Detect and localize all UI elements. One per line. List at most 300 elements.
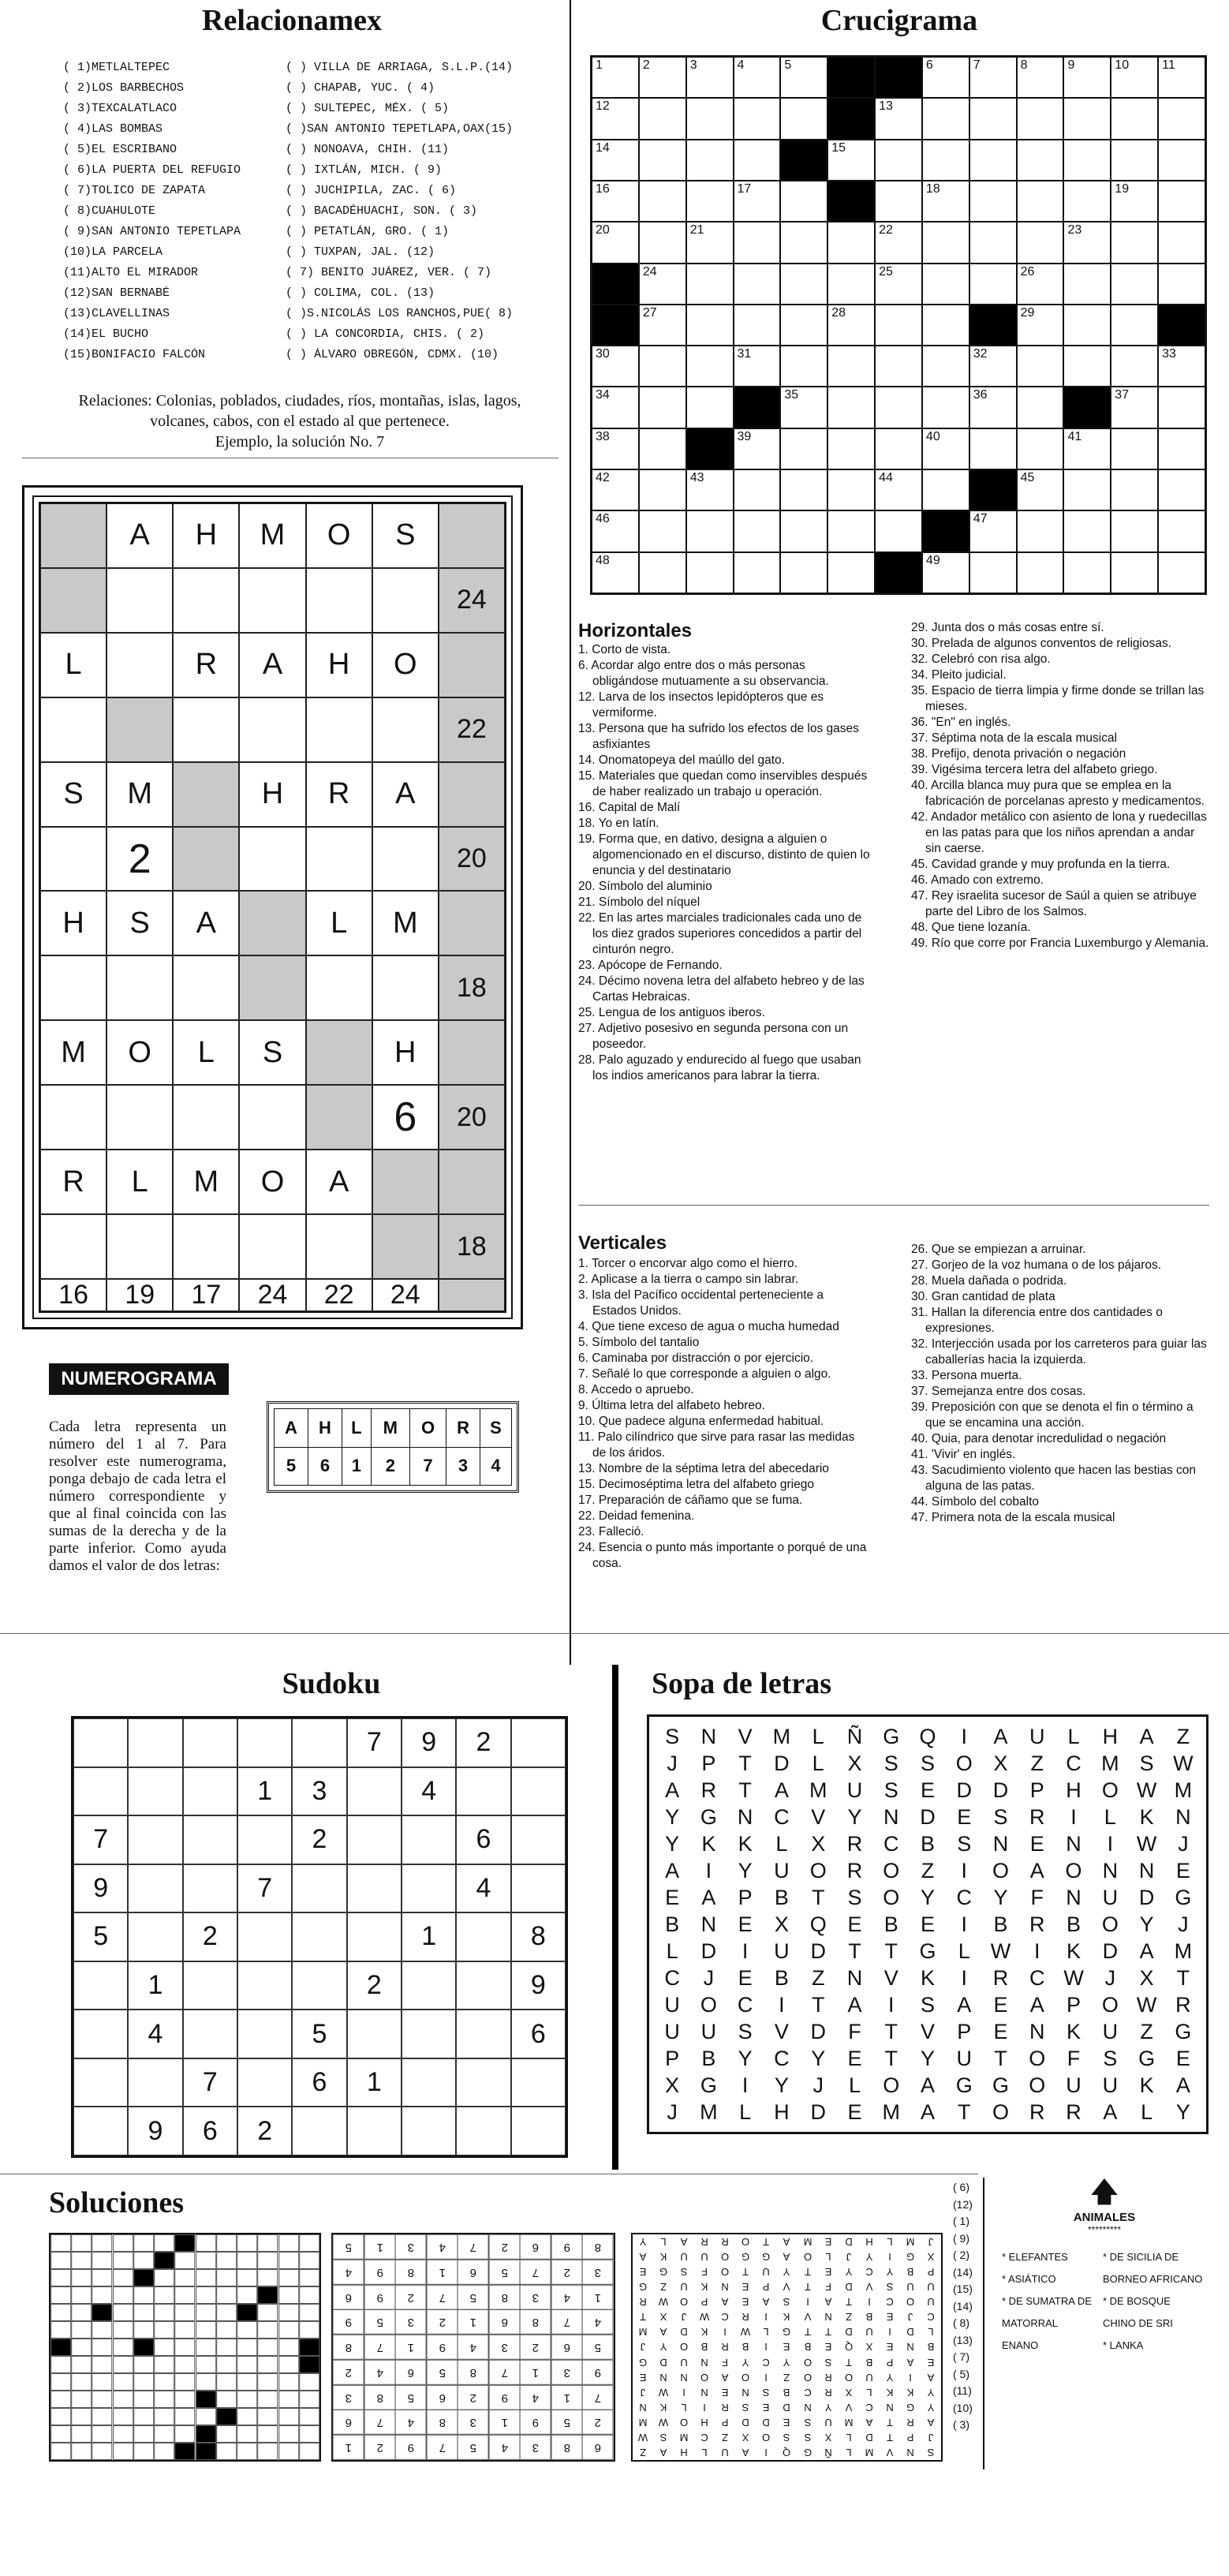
horizontal-clue: 23. Apócope de Fernando. bbox=[578, 959, 723, 972]
relacionamex-right: ( ) CHAPAB, YUC. ( 4) bbox=[286, 80, 435, 95]
vertical-clue: 39. Preposición con que se denota el fin o término a que se encamina una acción. bbox=[911, 1400, 1194, 1430]
crossword-black-cell bbox=[827, 181, 875, 222]
wordsearch-letter: R bbox=[1029, 1804, 1045, 1829]
sudoku-cell bbox=[183, 1718, 237, 1767]
wordsearch-letter: C bbox=[956, 1885, 972, 1909]
sudoku-cell bbox=[237, 1961, 292, 2010]
horizontal-clue: 48. Que tiene lozanía. bbox=[911, 921, 1031, 934]
crossword-clue-number: 33 bbox=[1162, 347, 1176, 361]
wordsearch-letter: C bbox=[774, 2046, 790, 2070]
solution-crossword-cell bbox=[196, 2391, 216, 2408]
solution-wordsearch-letter: C bbox=[865, 2401, 873, 2413]
sudoku-cell: 9 bbox=[73, 1864, 128, 1913]
numerograma-cell bbox=[40, 827, 106, 892]
wordsearch-letter: A bbox=[701, 1885, 716, 1909]
crossword-clue-number: 18 bbox=[925, 181, 940, 196]
wordsearch-letter: U bbox=[1066, 2073, 1081, 2097]
solution-crossword-cell bbox=[50, 2304, 71, 2321]
crossword-cell bbox=[780, 428, 827, 469]
wordsearch-letter: L bbox=[666, 1939, 678, 1963]
crossword-black-cell bbox=[827, 98, 875, 139]
crossword-cell bbox=[922, 305, 969, 346]
numerograma-cell: L bbox=[306, 891, 372, 955]
solution-crossword-cell bbox=[50, 2373, 71, 2391]
solution-crossword-cell bbox=[257, 2269, 278, 2286]
horizontal-clue: 19. Forma que, en dativo, designa a alguien o algomencionado en el discurso, distinto de quien lo enuncia y del destinatario bbox=[578, 832, 870, 877]
solution-crossword-cell bbox=[92, 2356, 112, 2373]
crossword-black-cell bbox=[875, 57, 922, 98]
wordsearch-letter: A bbox=[1029, 1992, 1044, 2017]
solution-crossword-cell bbox=[237, 2304, 257, 2321]
solution-wordsearch-letter: A bbox=[659, 2326, 667, 2339]
horizontal-clue: 29. Junta dos o más cosas entre sí. bbox=[911, 621, 1104, 634]
solution-crossword-cell bbox=[133, 2425, 154, 2443]
solution-wordsearch-letter: I bbox=[764, 2341, 768, 2354]
vertical-clue: 9. Última letra del alfabeto hebreo. bbox=[578, 1399, 765, 1412]
wordsearch-letter: K bbox=[738, 1831, 753, 1856]
solution-wordsearch-letter: I bbox=[723, 2326, 727, 2339]
relacionamex-note bbox=[47, 391, 552, 452]
column-divider bbox=[983, 2178, 984, 2469]
solution-crossword-cell bbox=[237, 2356, 257, 2373]
wordsearch-letter: A bbox=[957, 1992, 972, 2017]
wordsearch-letter: N bbox=[883, 1804, 899, 1829]
numerograma-cell: O bbox=[372, 633, 439, 697]
crossword-cell bbox=[686, 346, 734, 387]
vertical-clue: 31. Hallan la diferencia entre dos cantidades o expresiones. bbox=[911, 1306, 1163, 1335]
numerograma-cell bbox=[439, 1279, 505, 1311]
solution-wordsearch-letter: N bbox=[721, 2281, 729, 2294]
sudoku-cell: 7 bbox=[183, 2058, 237, 2107]
crossword-cell bbox=[1017, 428, 1064, 469]
solution-crossword-cell bbox=[71, 2425, 92, 2443]
sudoku-cell bbox=[128, 1718, 182, 1767]
wordsearch-letter: L bbox=[775, 1831, 788, 1856]
wordsearch-letter: W bbox=[990, 1939, 1011, 1963]
wordsearch-letter: N bbox=[1102, 1858, 1119, 1882]
sudoku-cell: 7 bbox=[347, 1718, 402, 1767]
crossword-cell bbox=[827, 552, 875, 593]
numerograma-cell bbox=[173, 1214, 239, 1279]
sudoku-cell: 1 bbox=[347, 2058, 402, 2107]
wordsearch-letter: L bbox=[1141, 2099, 1153, 2124]
crossword-cell bbox=[922, 387, 969, 428]
solution-wordsearch-letter: Z bbox=[660, 2281, 667, 2294]
solution-crossword-cell bbox=[196, 2356, 216, 2373]
numerograma-cell bbox=[239, 1085, 305, 1150]
crossword-cell bbox=[1063, 222, 1111, 263]
crossword-cell bbox=[686, 98, 734, 139]
solution-crossword-cell bbox=[278, 2373, 299, 2391]
solution-relacionamex-answer: ( 9) bbox=[953, 2231, 969, 2245]
solution-sudoku-cell: 3 bbox=[489, 2335, 521, 2360]
solution-numerograma bbox=[331, 2233, 615, 2462]
solution-wordsearch-letter: C bbox=[721, 2311, 729, 2324]
numerograma-cell: S bbox=[40, 762, 106, 827]
sudoku-cell: 5 bbox=[292, 2010, 346, 2058]
crossword-clue-number: 17 bbox=[737, 181, 752, 196]
solution-sudoku-cell: 9 bbox=[551, 2234, 583, 2260]
wordsearch-letter: D bbox=[920, 1804, 936, 1829]
solution-wordsearch-letter: T bbox=[804, 2281, 811, 2294]
wordsearch-letter: N bbox=[1066, 1831, 1081, 1856]
wordsearch-letter: B bbox=[774, 1965, 789, 1990]
solution-crossword-cell bbox=[257, 2356, 278, 2373]
wordsearch-letter: R bbox=[1066, 2099, 1081, 2124]
solution-relacionamex-answer: (15) bbox=[953, 2283, 973, 2295]
crossword-cell bbox=[1158, 428, 1205, 469]
solution-wordsearch-letter: S bbox=[886, 2281, 894, 2294]
wordsearch-letter: O bbox=[992, 2099, 1010, 2124]
wordsearch-letter: R bbox=[1029, 1912, 1045, 1936]
solution-wordsearch-letter: T bbox=[763, 2236, 770, 2249]
solution-sudoku-cell: 4 bbox=[551, 2285, 583, 2310]
solution-wordsearch-letter: A bbox=[824, 2296, 831, 2309]
crossword-black-cell bbox=[592, 305, 639, 346]
solution-wordsearch-letter: Y bbox=[865, 2251, 873, 2264]
crossword-cell bbox=[686, 387, 734, 428]
solution-crossword-cell bbox=[299, 2286, 319, 2304]
solution-crossword-cell bbox=[257, 2321, 278, 2339]
numerograma-cell: H bbox=[306, 633, 372, 697]
solution-crossword-cell bbox=[133, 2391, 154, 2408]
numerograma-cell bbox=[306, 1020, 372, 1085]
sudoku-cell bbox=[73, 1961, 128, 2010]
crossword-clue-number: 22 bbox=[879, 223, 893, 237]
vertical-clue: 11. Palo cilíndrico que sirve para rasar las medidas de los áridos. bbox=[578, 1430, 855, 1460]
numerograma-cell bbox=[40, 1085, 106, 1150]
key-letter: A bbox=[275, 1409, 308, 1448]
sudoku-cell bbox=[73, 2058, 128, 2107]
solution-wordsearch-letter: J bbox=[640, 2386, 646, 2398]
solution-crossword-cell bbox=[71, 2234, 92, 2252]
relacionamex-row bbox=[63, 180, 552, 200]
solution-sudoku-cell: 4 bbox=[489, 2435, 521, 2460]
solution-sudoku-cell: 3 bbox=[520, 2285, 551, 2310]
wordsearch-letter: G bbox=[1138, 2046, 1156, 2070]
horizontal-clue: 49. Río que corre por Francia Luxemburgo y Alemania. bbox=[911, 937, 1209, 950]
solution-wordsearch-letter: O bbox=[700, 2371, 709, 2383]
solution-sudoku-cell: 4 bbox=[520, 2385, 551, 2410]
solution-sudoku-cell: 1 bbox=[364, 2234, 396, 2260]
wordsearch-letter: G bbox=[919, 1939, 936, 1963]
numerograma-cell bbox=[173, 827, 239, 892]
solution-crossword-cell bbox=[50, 2443, 71, 2460]
solution-wordsearch-letter: J bbox=[907, 2311, 913, 2324]
wordsearch-letter: O bbox=[1029, 2046, 1046, 2070]
crossword-cell bbox=[827, 305, 875, 346]
solution-wordsearch-letter: V bbox=[845, 2401, 853, 2413]
crossword-cell bbox=[875, 346, 922, 387]
sudoku-cell bbox=[73, 1767, 128, 1816]
vertical-clue: 40. Quia, para denotar incredulidad o negación bbox=[911, 1432, 1167, 1445]
crossword-cell bbox=[969, 387, 1017, 428]
solution-sudoku-cell: 9 bbox=[333, 2309, 364, 2335]
solution-sudoku-cell: 6 bbox=[489, 2309, 521, 2335]
wordsearch-letter: D bbox=[810, 1939, 826, 1963]
solution-wordsearch-letter: G bbox=[906, 2251, 914, 2264]
solution-crossword-cell bbox=[257, 2391, 278, 2408]
solution-sudoku-cell: 1 bbox=[427, 2260, 458, 2285]
wordsearch-letter: X bbox=[774, 1912, 789, 1936]
solution-crossword-cell bbox=[174, 2425, 195, 2443]
solution-wordsearch-letter: J bbox=[640, 2341, 646, 2354]
solution-sudoku-cell: 5 bbox=[364, 2309, 396, 2335]
numerograma-cell: 20 bbox=[439, 1085, 505, 1150]
wordsearch-letter: A bbox=[847, 1992, 862, 2017]
solution-sudoku-cell: 4 bbox=[582, 2309, 614, 2335]
horizontales-title: Horizontales bbox=[578, 620, 693, 641]
wordsearch-letter: T bbox=[738, 1778, 752, 1802]
solution-sudoku-cell: 6 bbox=[395, 2360, 427, 2385]
solution-wordsearch-letter: O bbox=[762, 2431, 771, 2443]
crossword-cell bbox=[734, 222, 781, 263]
numerograma-cell bbox=[106, 1085, 173, 1150]
relacionamex-row bbox=[63, 282, 552, 303]
solution-wordsearch-letter: M bbox=[906, 2236, 915, 2249]
wordsearch-letter: N bbox=[1066, 1885, 1081, 1909]
solution-sudoku-cell: 1 bbox=[551, 2385, 583, 2410]
crossword-cell bbox=[827, 346, 875, 387]
crossword-cell bbox=[1063, 469, 1111, 510]
numerograma-cell: 6 bbox=[372, 1085, 439, 1150]
wordsearch-letter: D bbox=[1138, 1885, 1155, 1909]
solution-crossword-cell bbox=[174, 2234, 195, 2252]
wordsearch-letter: G bbox=[955, 2073, 973, 2097]
solution-sudoku-cell: 3 bbox=[520, 2435, 551, 2460]
wordsearch-letter: S bbox=[738, 2019, 753, 2043]
relacionamex-right: ( ) PETATLÁN, GRO. ( 1) bbox=[286, 224, 450, 238]
crossword-cell bbox=[1158, 264, 1205, 305]
wordsearch-letter: G bbox=[1175, 2019, 1192, 2043]
wordsearch-letter: K bbox=[1067, 2019, 1081, 2043]
solution-crossword-cell bbox=[299, 2339, 319, 2356]
numerograma-cell bbox=[372, 568, 439, 633]
sudoku-cell bbox=[456, 2058, 510, 2107]
animal-item: BORNEO AFRICANO bbox=[1103, 2273, 1203, 2285]
solution-relacionamex-answer: ( 2) bbox=[953, 2249, 969, 2261]
animales-col1 bbox=[1002, 2246, 1103, 2357]
solution-wordsearch-letter: B bbox=[865, 2311, 873, 2324]
solution-crossword-cell bbox=[133, 2304, 154, 2321]
animal-item: ENANO bbox=[1002, 2339, 1039, 2351]
sudoku-cell: 6 bbox=[511, 2010, 566, 2058]
animal-item: * DE BOSQUE bbox=[1103, 2295, 1171, 2307]
wordsearch-letter: A bbox=[774, 1778, 789, 1802]
wordsearch-letter: O bbox=[992, 1858, 1010, 1882]
solution-relacionamex-answer: (10) bbox=[953, 2401, 973, 2414]
wordsearch-letter: H bbox=[1102, 1724, 1119, 1748]
crossword-cell bbox=[686, 57, 734, 98]
solution-wordsearch-letter: U bbox=[721, 2446, 729, 2458]
solution-crossword-cell bbox=[196, 2373, 216, 2391]
wordsearch-letter: Y bbox=[738, 2046, 753, 2070]
vertical-clue: 41. 'Vivir' en inglés. bbox=[911, 1448, 1016, 1461]
wordsearch-letter: M bbox=[1174, 1778, 1193, 1802]
solution-crossword-cell bbox=[92, 2425, 112, 2443]
solution-crossword-cell bbox=[154, 2252, 174, 2269]
crossword-clue-number: 5 bbox=[784, 58, 792, 72]
horizontal-clue: 47. Rey israelita sucesor de Saúl a quien se atribuye parte del Libro de los Salmos. bbox=[911, 889, 1197, 918]
solution-wordsearch-letter: E bbox=[742, 2281, 749, 2294]
sudoku-cell: 6 bbox=[456, 1815, 510, 1864]
sudoku-cell bbox=[456, 1767, 510, 1816]
solution-wordsearch-letter: D bbox=[659, 2356, 667, 2368]
vertical-clue: 4. Que tiene exceso de agua o mucha humedad bbox=[578, 1320, 839, 1333]
numerograma-instructions: Cada letra representa un número del 1 al 7. Para resolver este numerograma, ponga debajo de cada letra el número correspondiente y que al final coincida con las sumas de la derecha y de la parte inferior. Como ayuda damos el valor de dos letras: bbox=[49, 1419, 226, 1574]
horizontal-clue: 37. Séptima nota de la escala musical bbox=[911, 731, 1118, 745]
sudoku-cell bbox=[347, 1815, 402, 1864]
crossword-cell bbox=[780, 346, 827, 387]
wordsearch-letter: U bbox=[846, 1778, 863, 1802]
wordsearch-letter: M bbox=[882, 2099, 900, 2124]
solution-wordsearch-letter: I bbox=[888, 2251, 891, 2264]
solution-relacionamex-answer: ( 1) bbox=[953, 2215, 969, 2227]
wordsearch-letter: L bbox=[958, 1939, 970, 1963]
numerograma-cell bbox=[306, 568, 372, 633]
key-letter: M bbox=[371, 1409, 409, 1448]
relacionamex-left: ( 6)LA PUERTA DEL REFUGIO bbox=[63, 163, 241, 177]
solution-wordsearch-letter: T bbox=[886, 2431, 893, 2443]
wordsearch-letter: B bbox=[993, 1912, 1008, 1936]
solution-crossword-cell bbox=[71, 2408, 92, 2425]
crossword-cell bbox=[922, 140, 969, 181]
numerograma-cell bbox=[173, 568, 239, 633]
relacionamex-title: Relacionamex bbox=[202, 4, 382, 37]
wordsearch-letter: O bbox=[1065, 1858, 1082, 1882]
wordsearch-letter: P bbox=[701, 1751, 716, 1775]
solution-crossword-cell bbox=[278, 2356, 299, 2373]
sudoku-cell bbox=[402, 2010, 456, 2058]
solution-wordsearch-letter: D bbox=[845, 2281, 853, 2294]
solution-wordsearch-letter: X bbox=[865, 2341, 873, 2354]
crossword-black-cell bbox=[875, 552, 922, 593]
wordsearch-letter: R bbox=[1029, 2099, 1045, 2124]
numerograma-cell bbox=[173, 762, 239, 827]
solution-sudoku-cell: 9 bbox=[364, 2260, 396, 2285]
crossword-cell bbox=[1017, 98, 1064, 139]
crossword-clue-number: 20 bbox=[596, 223, 610, 237]
crucigrama-title: Crucigrama bbox=[820, 4, 978, 37]
solution-wordsearch-letter: A bbox=[639, 2251, 647, 2264]
solution-wordsearch-letter: W bbox=[741, 2326, 751, 2339]
wordsearch-letter: I bbox=[1034, 1939, 1040, 1963]
animal-item: MATORRAL bbox=[1002, 2317, 1059, 2329]
wordsearch-letter: O bbox=[955, 1751, 973, 1775]
wordsearch-letter: K bbox=[1139, 1804, 1154, 1829]
solution-wordsearch-letter: G bbox=[906, 2401, 914, 2413]
solution-wordsearch-letter: L bbox=[701, 2446, 708, 2458]
wordsearch-letter: I bbox=[961, 1724, 968, 1748]
animal-item: * ASIÁTICO bbox=[1002, 2273, 1056, 2285]
solution-sudoku-cell: 8 bbox=[458, 2360, 489, 2385]
solution-sudoku-cell: 7 bbox=[364, 2335, 396, 2360]
horizontal-clue: 35. Espacio de tierra limpia y firme donde se trillan las mieses. bbox=[911, 684, 1205, 713]
crossword-clue-number: 27 bbox=[642, 305, 657, 320]
crossword-cell bbox=[639, 98, 686, 139]
solution-crossword-cell bbox=[113, 2443, 133, 2460]
solution-crossword-cell bbox=[71, 2391, 92, 2408]
soluciones-title: Soluciones bbox=[49, 2186, 185, 2219]
crossword-cell bbox=[922, 222, 969, 263]
crossword-cell bbox=[639, 57, 686, 98]
wordsearch-letter: A bbox=[665, 1778, 680, 1802]
numerograma-cell: 22 bbox=[439, 697, 505, 762]
solution-crossword-cell bbox=[257, 2304, 278, 2321]
solution-wordsearch-letter: B bbox=[804, 2341, 811, 2354]
crossword-clue-number: 35 bbox=[784, 388, 799, 402]
key-value: 2 bbox=[371, 1447, 409, 1486]
wordsearch-letter: B bbox=[665, 1912, 680, 1936]
horizontal-clue: 34. Pleito judicial. bbox=[911, 668, 1007, 682]
wordsearch-letter: T bbox=[811, 1992, 825, 2017]
wordsearch-letter: D bbox=[774, 1751, 790, 1775]
solution-crossword-cell bbox=[257, 2339, 278, 2356]
solution-crossword-cell bbox=[154, 2425, 174, 2443]
sudoku-cell bbox=[347, 1864, 402, 1913]
crossword-cell bbox=[639, 428, 686, 469]
solution-wordsearch-letter: Y bbox=[783, 2356, 790, 2368]
solution-crossword-cell bbox=[237, 2269, 257, 2286]
solution-crossword-cell bbox=[92, 2373, 112, 2391]
solution-crossword-cell bbox=[113, 2269, 133, 2286]
wordsearch-letter: W bbox=[1063, 1965, 1084, 1990]
wordsearch-letter: Y bbox=[920, 1885, 935, 1909]
crossword-clue-number: 38 bbox=[596, 429, 610, 443]
vertical-clue: 24. Esencia o punto más importante o porqué de una cosa. bbox=[578, 1541, 867, 1570]
crossword-cell bbox=[1017, 264, 1064, 305]
crossword-clue-number: 13 bbox=[879, 99, 893, 114]
solution-crossword-cell bbox=[196, 2425, 216, 2443]
numerograma-cell: R bbox=[173, 633, 239, 697]
crossword-cell bbox=[969, 222, 1017, 263]
crossword-cell bbox=[780, 222, 827, 263]
relacionamex-row bbox=[63, 57, 552, 77]
solution-wordsearch-letter: B bbox=[906, 2266, 914, 2279]
solution-wordsearch-letter: B bbox=[742, 2341, 749, 2354]
solution-sudoku-cell: 2 bbox=[489, 2234, 521, 2260]
solution-crossword-cell bbox=[216, 2408, 237, 2425]
wordsearch-letter: I bbox=[961, 1858, 968, 1882]
crossword-cell bbox=[686, 552, 734, 593]
solution-crossword-cell bbox=[278, 2304, 299, 2321]
crossword-cell bbox=[1111, 98, 1158, 139]
sudoku-cell: 2 bbox=[183, 1912, 237, 1961]
solution-wordsearch-letter: R bbox=[721, 2236, 729, 2249]
solution-wordsearch-letter: W bbox=[658, 2416, 669, 2428]
crossword-cell bbox=[592, 428, 639, 469]
numerograma-cell: O bbox=[239, 1150, 305, 1214]
crossword-clue-number: 46 bbox=[596, 512, 610, 526]
vertical-clue: 47. Primera nota de la escala musical bbox=[911, 1511, 1115, 1524]
numerograma-cell: 2 bbox=[106, 827, 173, 892]
sudoku-cell bbox=[402, 1815, 456, 1864]
solution-wordsearch-letter: R bbox=[824, 2386, 832, 2398]
crossword-black-cell bbox=[969, 469, 1017, 510]
numerograma-cell: 24 bbox=[372, 1279, 439, 1311]
solution-sudoku-cell: 9 bbox=[427, 2335, 458, 2360]
crossword-cell bbox=[875, 264, 922, 305]
key-value: 4 bbox=[480, 1447, 512, 1486]
wordsearch-letter: U bbox=[774, 1858, 790, 1882]
crossword-cell bbox=[1111, 305, 1158, 346]
sudoku-cell: 2 bbox=[292, 1815, 346, 1864]
solution-crossword-cell bbox=[216, 2443, 237, 2460]
solution-sudoku-cell: 5 bbox=[458, 2435, 489, 2460]
solution-wordsearch-letter: A bbox=[783, 2236, 790, 2249]
crossword-cell bbox=[1017, 510, 1064, 551]
wordsearch-letter: G bbox=[1175, 1885, 1192, 1909]
